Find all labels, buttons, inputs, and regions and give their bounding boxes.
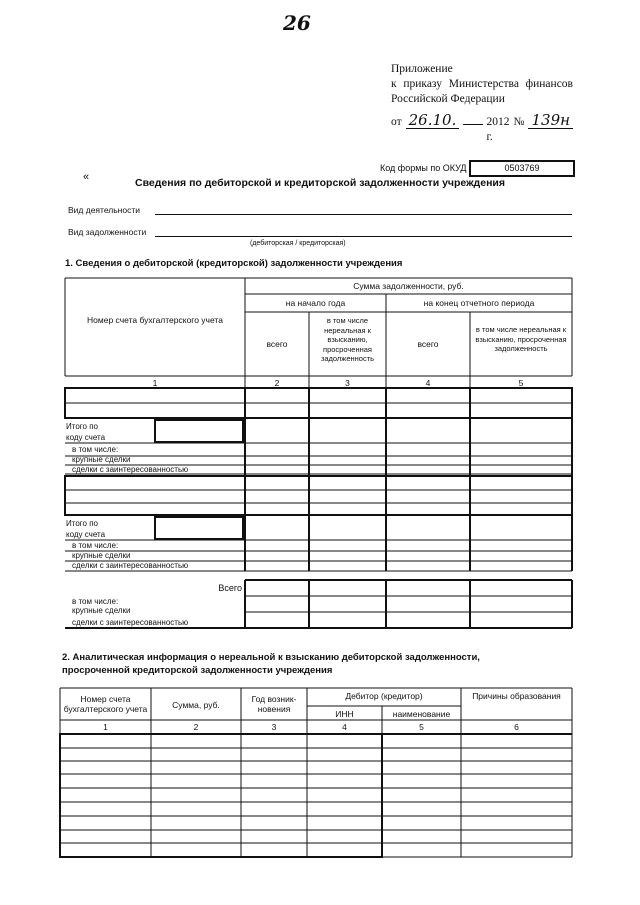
interested-deals-label-1: сделки с заинтересованностью bbox=[72, 465, 189, 474]
interested-deals-label-total: сделки с заинтересованностью bbox=[72, 618, 189, 627]
order-date-line bbox=[391, 113, 573, 145]
incl-label-2: в том числе: bbox=[72, 541, 119, 550]
debt-type-input-line[interactable] bbox=[155, 236, 572, 237]
subtotal-label-2a: Итого по bbox=[66, 519, 98, 528]
subtotal-label-1b: коду счета bbox=[66, 433, 106, 442]
s2-header-reasons: Причины образования bbox=[472, 691, 561, 701]
corner-mark: « bbox=[83, 171, 90, 183]
section2-title-line2: просроченной кредиторской задолженности учреждения bbox=[62, 665, 333, 676]
s2-colnum: 2 bbox=[193, 722, 199, 732]
s2-header-sum: Сумма, руб. bbox=[172, 700, 220, 710]
s1-header-sum: Сумма задолженности, руб. bbox=[353, 281, 464, 291]
interested-deals-label-2: сделки с заинтересованностью bbox=[72, 561, 189, 570]
s1-colnum: 5 bbox=[518, 378, 524, 388]
major-deals-label-2: крупные сделки bbox=[72, 551, 131, 560]
incl-label-total: в том числе: bbox=[72, 597, 119, 606]
number-sign: № bbox=[513, 116, 525, 128]
major-deals-label-1: крупные сделки bbox=[72, 455, 131, 464]
section2-title-line1: 2. Аналитическая информация о нереальной к взысканию дебиторской задолженности, bbox=[62, 652, 480, 663]
s1-header-incl-start: в том числе нереальная к взысканию, просроченная задолженность bbox=[320, 316, 375, 363]
s1-header-start: на начало года bbox=[285, 298, 346, 308]
appendix-line2 bbox=[391, 77, 573, 92]
s2-colnum: 4 bbox=[342, 722, 347, 732]
appendix-word: финансов bbox=[525, 78, 573, 90]
appendix-word: приказу bbox=[403, 78, 442, 90]
date-blank-line bbox=[463, 124, 482, 125]
s1-header-account: Номер счета бухгалтерского учета bbox=[87, 315, 223, 325]
s2-header-name: наименование bbox=[392, 709, 451, 719]
s2-header-year: Год возник- новения bbox=[251, 694, 297, 714]
section1-title: 1. Сведения о дебиторской (кредиторской) задолженности учреждения bbox=[65, 258, 403, 269]
appendix-line3: Российской Федерации bbox=[391, 93, 505, 105]
okud-code: 0503769 bbox=[469, 160, 575, 177]
grand-total-label: Всего bbox=[218, 583, 242, 593]
form-title: Сведения по дебиторской и кредиторской задолженности учреждения bbox=[134, 177, 505, 189]
debt-type-hint: (дебиторская / кредиторская) bbox=[250, 240, 346, 247]
s2-header-inn: ИНН bbox=[335, 709, 354, 719]
appendix-word: Министерства bbox=[448, 78, 519, 90]
incl-label-1: в том числе: bbox=[72, 445, 119, 454]
s1-header-incl-end: в том числе нереальная к взысканию, просроченная задолженность bbox=[475, 325, 567, 353]
date-prefix: от bbox=[391, 116, 402, 128]
s2-colnum: 5 bbox=[419, 722, 424, 732]
s1-colnum: 1 bbox=[152, 378, 158, 388]
order-year: 2012 г. bbox=[486, 116, 510, 143]
page-number: 26 bbox=[283, 11, 311, 35]
s2-colnum: 1 bbox=[103, 722, 108, 732]
okud-label: Код формы по ОКУД bbox=[380, 163, 467, 173]
s1-colnum: 2 bbox=[274, 378, 280, 388]
appendix-line1: Приложение bbox=[391, 63, 453, 75]
s1-header-total-end: всего bbox=[417, 339, 439, 349]
appendix-word: к bbox=[391, 78, 397, 90]
subtotal-label-1a: Итого по bbox=[66, 422, 98, 431]
activity-label: Вид деятельности bbox=[68, 205, 140, 215]
debt-type-label: Вид задолженности bbox=[68, 227, 147, 237]
s2-colnum: 6 bbox=[514, 722, 519, 732]
order-number: 139н bbox=[528, 113, 573, 129]
order-date: 26.10. bbox=[406, 113, 460, 129]
activity-input-line[interactable] bbox=[155, 214, 572, 215]
subtotal-label-2b: коду счета bbox=[66, 530, 106, 539]
s1-header-end: на конец отчетного периода bbox=[423, 298, 535, 308]
major-deals-label-total: крупные сделки bbox=[72, 606, 131, 615]
s1-header-total-start: всего bbox=[266, 339, 288, 349]
s1-colnum: 3 bbox=[345, 378, 350, 388]
s2-header-debtor: Дебитор (кредитор) bbox=[345, 691, 423, 701]
s2-header-account: Номер счета бухгалтерского учета bbox=[63, 694, 148, 714]
s1-colnum: 4 bbox=[425, 378, 431, 388]
s2-colnum: 3 bbox=[271, 722, 277, 732]
appendix-block bbox=[391, 62, 573, 145]
